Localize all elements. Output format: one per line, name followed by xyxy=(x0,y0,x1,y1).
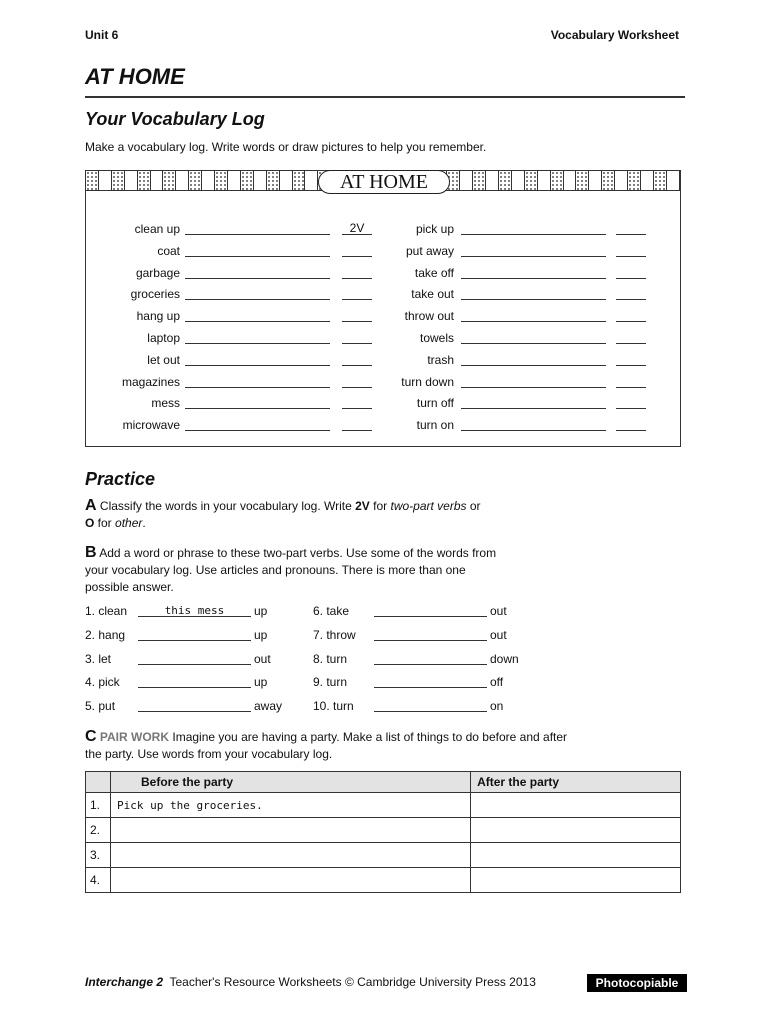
table-corner xyxy=(86,772,111,793)
exercise-item-particle: up xyxy=(254,627,268,642)
exercise-item-verb: 6. take xyxy=(313,604,350,618)
exercise-item-particle: up xyxy=(254,604,268,618)
exercise-item-particle: on xyxy=(490,699,504,714)
strip-cell xyxy=(538,171,551,190)
exercise-item-verb: 1. clean xyxy=(85,604,128,618)
strip-cell xyxy=(512,171,525,190)
vocab-word: laptop xyxy=(147,331,180,345)
title-divider xyxy=(85,96,685,98)
answer-blank[interactable] xyxy=(374,652,487,665)
vocab-word: take off xyxy=(414,265,454,280)
footer-text: Teacher's Resource Worksheets © Cambridge University Press 2013 xyxy=(169,975,536,989)
table-row xyxy=(86,793,681,818)
col-after-header: After the party xyxy=(471,772,681,793)
exercise-item-particle: up xyxy=(254,675,268,690)
definition-line[interactable] xyxy=(185,376,330,388)
a-italic-other: other xyxy=(115,516,143,530)
exercise-a-instruction xyxy=(85,497,625,532)
b-line-3: possible answer. xyxy=(85,580,174,594)
exercise-item-verb: 10. turn xyxy=(313,699,354,714)
answer-blank[interactable] xyxy=(138,675,251,688)
classification-blank[interactable] xyxy=(616,419,646,431)
definition-line[interactable] xyxy=(185,245,330,257)
strip-cell xyxy=(254,171,267,190)
b-line-2: your vocabulary log. Use articles and pronouns. There is more than one xyxy=(85,563,466,577)
page-title: AT HOME xyxy=(85,64,185,89)
exercise-item-particle: out xyxy=(490,627,507,642)
exercise-item-particle: off xyxy=(490,675,504,690)
exercise-a-letter: A xyxy=(85,497,97,514)
classification-blank[interactable] xyxy=(616,310,646,322)
a-text-2: for xyxy=(369,499,391,513)
unit-label: Unit 6 xyxy=(85,28,119,42)
strip-cell xyxy=(551,171,564,190)
classification-blank[interactable]: 2V xyxy=(342,223,372,235)
definition-line[interactable] xyxy=(461,288,606,300)
a-text-4: for xyxy=(94,516,116,530)
strip-cell xyxy=(293,171,306,190)
strip-cell xyxy=(628,171,641,190)
vocab-word: pick up xyxy=(415,222,454,236)
vocab-word: groceries xyxy=(130,287,180,302)
strip-cell xyxy=(241,171,254,190)
definition-line[interactable] xyxy=(461,267,606,279)
strip-cell xyxy=(86,171,99,190)
a-bold-2v: 2V xyxy=(355,499,370,513)
strip-cell xyxy=(138,171,151,190)
vocab-word: garbage xyxy=(135,265,180,280)
before-party-cell[interactable] xyxy=(111,843,471,868)
vocab-word: clean up xyxy=(134,222,180,236)
party-table-body xyxy=(86,793,681,893)
pair-work-label: PAIR WORK xyxy=(99,730,170,744)
vocab-word: throw out xyxy=(404,309,454,324)
vocabulary-log-box xyxy=(85,170,681,447)
classification-blank[interactable] xyxy=(616,245,646,257)
strip-cell xyxy=(280,171,293,190)
strip-cell xyxy=(654,171,667,190)
strip-cell xyxy=(151,171,164,190)
exercise-b-letter: B xyxy=(85,544,97,561)
footer-credit xyxy=(85,975,536,989)
before-party-cell[interactable]: Pick up the groceries. xyxy=(111,793,471,818)
exercise-item-particle: out xyxy=(254,651,271,666)
answer-blank[interactable] xyxy=(138,652,251,665)
definition-line[interactable] xyxy=(461,332,606,344)
exercise-item-verb: 2. hang xyxy=(85,627,126,642)
definition-line[interactable] xyxy=(461,419,606,431)
vocab-word: put away xyxy=(405,243,454,258)
table-row xyxy=(86,843,681,868)
footer-book: Interchange 2 xyxy=(85,975,164,989)
strip-cell xyxy=(267,171,280,190)
answer-blank[interactable] xyxy=(374,604,487,617)
vocab-word: take out xyxy=(411,287,454,302)
exercise-item-particle: away xyxy=(254,699,283,714)
classification-blank[interactable] xyxy=(616,288,646,300)
strip-cell xyxy=(486,171,499,190)
definition-line[interactable] xyxy=(461,397,606,409)
strip-cell xyxy=(602,171,615,190)
practice-heading: Practice xyxy=(85,469,156,489)
definition-line[interactable] xyxy=(185,267,330,279)
strip-cell xyxy=(125,171,138,190)
classification-blank[interactable] xyxy=(616,267,646,279)
exercise-item-particle: down xyxy=(490,651,519,666)
strip-cell xyxy=(202,171,215,190)
strip-cell xyxy=(189,171,202,190)
answer-blank[interactable]: this mess xyxy=(138,604,251,617)
photocopiable-badge: Photocopiable xyxy=(587,974,687,992)
c-line-2: the party. Use words from your vocabulary log. xyxy=(85,747,333,761)
strip-cell xyxy=(228,171,241,190)
strip-cell xyxy=(525,171,538,190)
a-bold-o: O xyxy=(85,516,95,530)
classification-blank[interactable] xyxy=(616,376,646,388)
after-party-cell[interactable] xyxy=(471,843,681,868)
a-text-5: . xyxy=(142,516,146,530)
definition-line[interactable] xyxy=(185,419,330,431)
a-text-3: or xyxy=(466,499,481,513)
exercise-item-verb: 5. put xyxy=(85,699,116,714)
vocab-word: towels xyxy=(419,331,454,345)
vocab-word: trash xyxy=(427,352,454,367)
exercise-item-particle: out xyxy=(490,604,507,618)
classification-blank[interactable] xyxy=(616,223,646,235)
strip-cell xyxy=(215,171,228,190)
vocab-word: microwave xyxy=(122,418,180,433)
strip-cell xyxy=(163,171,176,190)
exercise-item-verb: 3. let xyxy=(85,651,112,666)
definition-line[interactable] xyxy=(185,310,330,322)
exercise-item-verb: 4. pick xyxy=(85,675,120,690)
answer-blank[interactable] xyxy=(374,699,487,712)
definition-line[interactable] xyxy=(461,310,606,322)
vocab-word: turn down xyxy=(401,374,454,389)
definition-line[interactable] xyxy=(461,354,606,366)
exercise-item-verb: 8. turn xyxy=(313,651,348,666)
vocab-word: coat xyxy=(157,243,180,258)
vocab-word: turn on xyxy=(416,418,454,433)
exercise-item-verb: 7. throw xyxy=(313,627,356,642)
after-party-cell[interactable] xyxy=(471,868,681,893)
row-number: 2. xyxy=(86,818,111,843)
log-banner: AT HOME xyxy=(318,170,450,194)
answer-blank[interactable] xyxy=(138,628,251,641)
answer-blank[interactable] xyxy=(374,628,487,641)
strip-cell xyxy=(667,171,680,190)
classification-blank[interactable] xyxy=(616,354,646,366)
strip-cell xyxy=(99,171,112,190)
answer-blank[interactable] xyxy=(138,699,251,712)
vocab-word: magazines xyxy=(121,374,180,389)
strip-cell xyxy=(589,171,602,190)
after-party-cell[interactable] xyxy=(471,818,681,843)
before-party-cell[interactable] xyxy=(111,818,471,843)
strip-cell xyxy=(305,171,318,190)
c-line-1: Imagine you are having a party. Make a list of things to do before and after xyxy=(172,730,568,744)
answer-blank[interactable] xyxy=(374,675,487,688)
exercise-c-instruction xyxy=(85,728,645,763)
vocab-word: turn off xyxy=(416,396,454,411)
vocab-heading: Your Vocabulary Log xyxy=(85,109,265,129)
row-number: 1. xyxy=(86,793,111,818)
definition-line[interactable] xyxy=(185,223,330,235)
strip-cell xyxy=(499,171,512,190)
definition-line[interactable] xyxy=(185,354,330,366)
definition-line[interactable] xyxy=(185,397,330,409)
strip-cell xyxy=(615,171,628,190)
exercise-c-letter: C xyxy=(85,728,97,745)
definition-line[interactable] xyxy=(461,223,606,235)
table-row xyxy=(86,818,681,843)
strip-cell xyxy=(176,171,189,190)
a-italic-two-part: two-part verbs xyxy=(390,499,467,513)
worksheet-label: Vocabulary Worksheet xyxy=(550,28,679,42)
definition-line[interactable] xyxy=(461,376,606,388)
strip-cell xyxy=(460,171,473,190)
definition-line[interactable] xyxy=(185,288,330,300)
strip-cell xyxy=(641,171,654,190)
after-party-cell[interactable] xyxy=(471,793,681,818)
a-text-1: Classify the words in your vocabulary log. Write xyxy=(99,499,356,513)
vocab-word: hang up xyxy=(136,309,180,324)
before-party-cell[interactable] xyxy=(111,868,471,893)
table-row xyxy=(86,868,681,893)
vocab-instruction: Make a vocabulary log. Write words or draw pictures to help you remember. xyxy=(85,140,487,154)
strip-cell xyxy=(576,171,589,190)
vocab-word: let out xyxy=(147,352,180,367)
strip-cell xyxy=(473,171,486,190)
classification-blank[interactable] xyxy=(616,332,646,344)
classification-blank[interactable] xyxy=(616,397,646,409)
exercise-item-verb: 9. turn xyxy=(313,675,348,690)
strip-cell xyxy=(112,171,125,190)
definition-line[interactable] xyxy=(461,245,606,257)
party-table xyxy=(85,771,681,893)
b-line-1: Add a word or phrase to these two-part verbs. Use some of the words from xyxy=(99,546,497,560)
definition-line[interactable] xyxy=(185,332,330,344)
strip-cell xyxy=(564,171,577,190)
row-number: 4. xyxy=(86,868,111,893)
vocab-word: mess xyxy=(151,396,180,411)
exercise-b-instruction xyxy=(85,544,625,596)
col-before-header: Before the party xyxy=(111,772,471,793)
row-number: 3. xyxy=(86,843,111,868)
